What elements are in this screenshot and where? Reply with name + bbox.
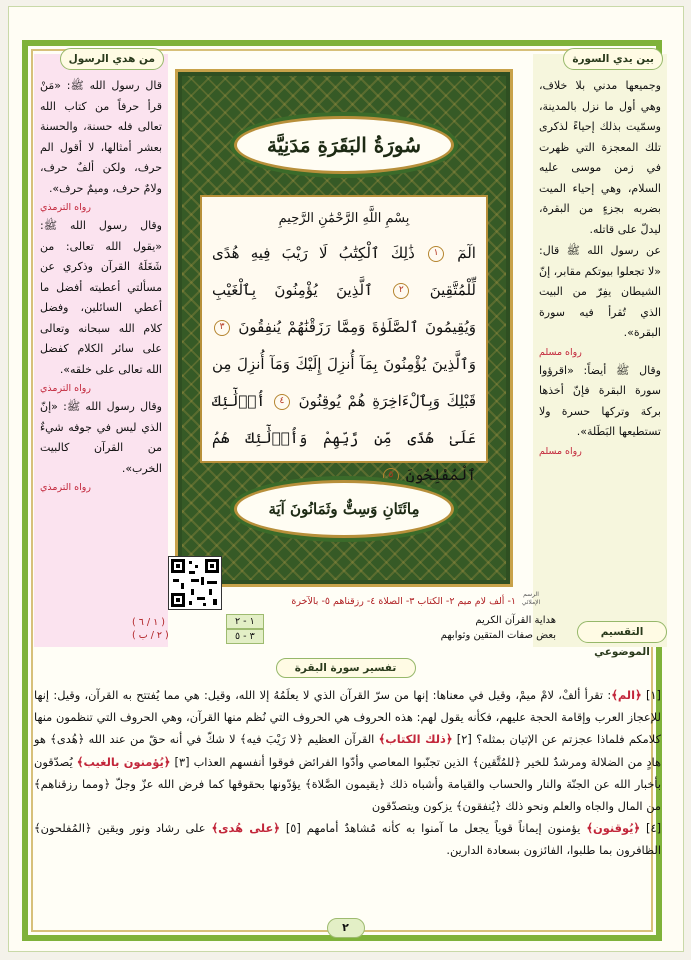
topic-title: هداية القرآن الكريم <box>475 615 556 626</box>
tafsir-quote: ﴿يُؤمنون بالغيب﴾ <box>76 754 171 769</box>
tafsir-number: [٥] <box>285 821 301 836</box>
topic-title: بعض صفات المتقين وثوابهم <box>440 630 556 641</box>
right-column <box>533 54 667 647</box>
right-column-paragraph: عن رسول الله ﷺ قال: «لا تجعلوا بيوتكم مقابر، إنّ الشيطان يفِرّ من البيت الذي تُقرأ فيه سورة البقرة». <box>539 244 661 339</box>
verse-number-marker: ١ <box>428 246 444 262</box>
verse-number-marker: ٣ <box>214 320 230 336</box>
tafsir-number: [٤] <box>646 821 662 836</box>
hadith-source: رواه مسلم <box>539 346 582 358</box>
right-column-paragraph: وجميعها مدني بلا خلاف، وهي أول ما نزل بالمدينة، وسمّيت بذلك إحياءً لذكرى تلك المعجزة التي ظهرت في زمن موسى عليه السلام، وهي إحياء الميت بضربه بجزءٍ من البقرة، ليدلّ على قاتله. <box>539 79 661 236</box>
tafsir-number: [٢] <box>456 732 472 747</box>
surah-title: سُورَةُ البَقَرَةِ مَدَنِيَّة <box>234 116 454 174</box>
topics-table <box>226 614 556 644</box>
verse-number-marker: ٥ <box>383 468 399 484</box>
tafsir-text: يُصدّقون بأخبار الله عن الجنّة والنار والحساب والقيامة وأشباه ذلك ﴿يقيمون الصَّلاة﴾ يؤدّونها بحقوقها كما فرض الله عزّ وجلّ ﴿ومما رزقناهم﴾ من المال والجاه والعلم ونحو ذلك ﴿يُنفقون﴾ يزكون ويتصدّقون <box>34 754 661 814</box>
hadith-source: رواه الترمذي <box>40 383 91 394</box>
tafsir-text: : تقرأ ألفْ، لامْ ميمْ، وقيل في معناها: إنها من سرّ القرآن الذي لا يعلَمُهُ إلا الله، وقيل: هي مما يُفتتح به القرآن، وقيل: إنها للإعجاز العرب وإقامة الحجة عليهم، فكأنه يقول لهم: هذه الحروف هي الحروف التي نُظم منها القرآن، وهي الحروف التي تنظمون منها كلامكم فلماذا عجزتم عن الإتيان بمثله؟ <box>34 688 662 747</box>
rasm-label: الرسم الإملائي <box>521 591 541 606</box>
tafsir-number: [١] <box>645 688 661 702</box>
tafsir-number: [٣] <box>174 754 190 769</box>
left-column <box>34 54 168 647</box>
verse-text: وَٱلَّذِينَ يُؤْمِنُونَ بِمَآ أُنزِلَ إِلَيْكَ وَمَآ أُنزِلَ مِن قَبْلِكَ وَبِٱلْءَاخِرَةِ هُمْ يُوقِنُونَ <box>212 355 476 410</box>
left-column-paragraph: قال رسول الله ﷺ: «مَنْ قرأ حرفاً من كتاب الله تعالى فله حسنة، والحسنة بعشر أمثالها، لا أقول الم حرف، ولكن ألفٌ حرف، ولامٌ حرف، وميمٌ حرف». <box>40 79 162 195</box>
surah-panel <box>175 69 513 587</box>
keywords-strip: ١- ألف لام ميم ٢- الكتاب ٣- الصلاة ٤- رزقناهم ٥- بالآخرة <box>291 596 516 607</box>
hadith-source: رواه مسلم <box>539 445 582 457</box>
hadith-source: رواه الترمذي <box>40 482 91 493</box>
taqsim-heading: التقسيم الموضوعي <box>577 621 667 643</box>
tafsir-text: على رشاد ونور ويقين ﴿المُفلحون﴾ الظافرون بما طلبوا، الفائزون بسعادة الدارين. <box>34 821 661 858</box>
tafsir-quote: ﴿يُوقنون﴾ <box>586 821 641 836</box>
topic-pages <box>132 616 169 642</box>
hadith-source: رواه الترمذي <box>40 202 91 213</box>
topic-range: ٣ - ٥ <box>226 629 264 644</box>
tafsir-text: القرآن العظيم ﴿لا رَيْبَ فيه﴾ لا شكّ في أنه حقّ من عند الله ﴿هُدى﴾ هو هادٍ من الضلالة ومرشدٌ للخير ﴿للمُتَّقين﴾ الذين تجنّبوا المعاصي وأدّوا الفرائض فوقوا أنفسهم العذاب <box>34 732 662 769</box>
left-column-heading: من هدي الرسول <box>60 48 164 70</box>
basmala: بِسْمِ اللَّهِ الرَّحْمَٰنِ الرَّحِيمِ <box>278 211 410 226</box>
tafsir-text: يؤمنون إيماناً قوياً يجعل ما آمنوا به كأنه مُشاهدٌ أمامهم <box>306 821 587 836</box>
page-number: ٢ <box>327 918 365 938</box>
qr-code-icon[interactable] <box>168 556 222 610</box>
left-column-paragraph: وقال رسول الله ﷺ: «إنّ الذي ليس في جوفه شيءٌ من القرآن كالبيت الخرب». <box>40 400 162 475</box>
verse-text: أُو۟لَٰٓئِكَ عَلَىٰ هُدًى مِّن رَّبِّهِمْ وَأُو۟لَٰٓئِكَ هُمُ ٱلْمُفْلِحُونَ <box>212 392 476 484</box>
topic-row <box>226 614 556 629</box>
topic-page-ref: ( ١ / ٦ ) <box>132 617 165 628</box>
tafsir-quote: ﴿ذلك الكتاب﴾ <box>378 732 453 747</box>
verses-box <box>200 195 488 484</box>
right-column-heading: بين يدي السورة <box>563 48 663 70</box>
topic-range: ١ - ٢ <box>226 614 264 629</box>
topic-page-ref: ( ٢ / ب ) <box>132 630 169 641</box>
verse-text: ٱلَّذِينَ يُؤْمِنُونَ بِٱلْغَيْبِ وَيُقِيمُونَ ٱلصَّلَوٰةَ وَمِمَّا رَزَقْنَٰهُمْ يُنفِقُونَ <box>212 281 476 336</box>
left-column-paragraph: وقال رسول الله ﷺ: «يقول الله تعالى: من شَغَلَهُ القرآن وذكري عن مسألتي أعطيته أفضل ما أعطي السائلين، وفضل كلام الله سبحانه وتعالى على سائر الكلام كفضل الله تعالى على خلقه». <box>40 219 162 376</box>
tafsir-quote: ﴿على هُدى﴾ <box>211 821 280 836</box>
tafsir-body <box>34 684 661 862</box>
verse-text: ذَٰلِكَ ٱلْكِتَٰبُ لَا رَيْبَ فِيهِ هُدًى لِّلْمُتَّقِينَ <box>212 244 476 299</box>
tafsir-quote: ﴿الم﴾ <box>611 688 642 702</box>
verse-text: الٓمٓ <box>457 244 476 262</box>
verse-number-marker: ٢ <box>393 283 409 299</box>
verse-number-marker: ٤ <box>274 394 290 410</box>
topic-row <box>226 629 556 644</box>
ayat-count: مِائَتَانِ وَسِتٌّ وثَمَانُونَ آيَة <box>234 480 454 538</box>
tafsir-heading: تفسير سورة البقرة <box>276 658 416 678</box>
right-column-paragraph: وقال ﷺ أيضاً: «اقرؤوا سورة البقرة فإنّ أخذها بركة وتركها حسرة ولا تستطيعها البَطَلة». <box>539 363 661 438</box>
